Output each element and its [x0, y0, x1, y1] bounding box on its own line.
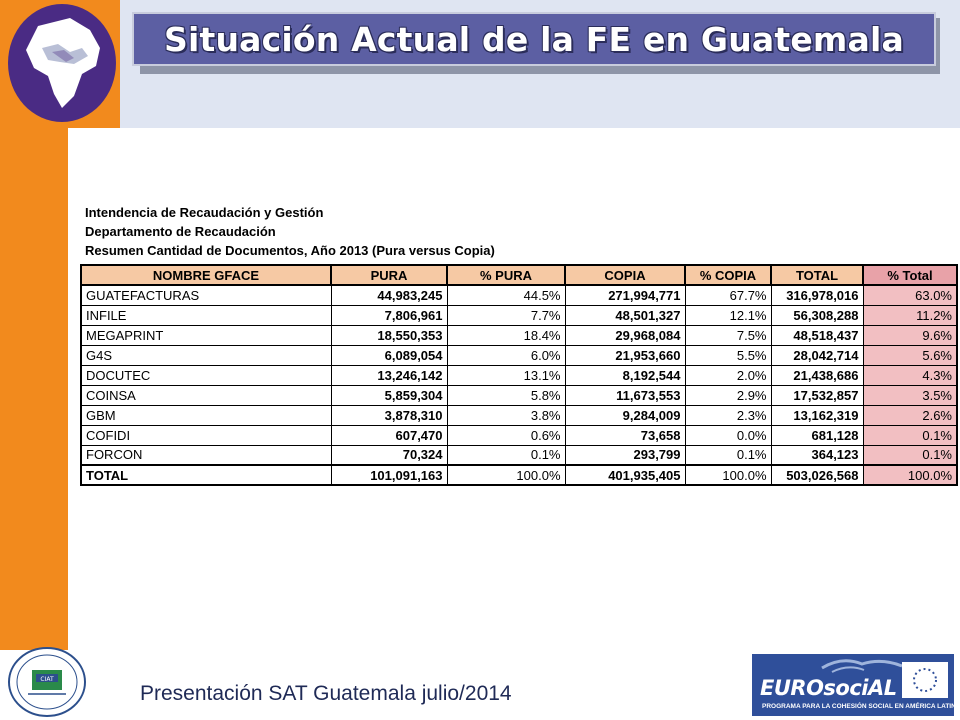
table-cell: 70,324: [331, 445, 447, 465]
table-cell: 6.0%: [447, 345, 565, 365]
table-cell: 293,799: [565, 445, 685, 465]
table-cell: 73,658: [565, 425, 685, 445]
table-cell: 21,438,686: [771, 365, 863, 385]
table-cell: 101,091,163: [331, 465, 447, 485]
column-header: % Total: [863, 265, 957, 285]
table-row: [81, 445, 957, 465]
table-cell: 5.6%: [863, 345, 957, 365]
table-cell: 3.8%: [447, 405, 565, 425]
table-cell: 0.1%: [685, 445, 771, 465]
table-cell: 18,550,353: [331, 325, 447, 345]
table-cell: 7.7%: [447, 305, 565, 325]
table-cell: 63.0%: [863, 285, 957, 305]
table-cell: 9.6%: [863, 325, 957, 345]
table-cell: 13.1%: [447, 365, 565, 385]
column-header: NOMBRE GFACE: [81, 265, 331, 285]
table-cell: 2.0%: [685, 365, 771, 385]
table-cell: COFIDI: [81, 425, 331, 445]
table-cell: 48,501,327: [565, 305, 685, 325]
table-cell: 364,123: [771, 445, 863, 465]
table-cell: 2.3%: [685, 405, 771, 425]
table-cell: 100.0%: [685, 465, 771, 485]
table-cell: G4S: [81, 345, 331, 365]
table-cell: 0.6%: [447, 425, 565, 445]
table-cell: 0.1%: [447, 445, 565, 465]
table-cell: 2.6%: [863, 405, 957, 425]
table-cell: 271,994,771: [565, 285, 685, 305]
table-cell: 12.1%: [685, 305, 771, 325]
page-title: Situación Actual de la FE en Guatemala: [164, 19, 904, 59]
table-cell: 7.5%: [685, 325, 771, 345]
table-total-row: [81, 465, 957, 485]
column-header: % PURA: [447, 265, 565, 285]
table-cell: 18.4%: [447, 325, 565, 345]
table-cell: 29,968,084: [565, 325, 685, 345]
table-cell: 5.5%: [685, 345, 771, 365]
table-cell: 401,935,405: [565, 465, 685, 485]
table-row: [81, 405, 957, 425]
column-header: COPIA: [565, 265, 685, 285]
table-cell: 100.0%: [863, 465, 957, 485]
documents-table: [80, 264, 958, 486]
table-cell: 316,978,016: [771, 285, 863, 305]
table-cell: 28,042,714: [771, 345, 863, 365]
report-heading-2: Departamento de Recaudación: [85, 224, 276, 239]
table-cell: 8,192,544: [565, 365, 685, 385]
handshake-map-icon: [8, 4, 116, 122]
table-cell: 7,806,961: [331, 305, 447, 325]
table-cell: 5,859,304: [331, 385, 447, 405]
report-heading-3: Resumen Cantidad de Documentos, Año 2013 (Pura versus Copia): [85, 243, 495, 258]
table-cell: 17,532,857: [771, 385, 863, 405]
table-cell: TOTAL: [81, 465, 331, 485]
ciat-label: CIAT: [40, 676, 54, 683]
table-row: [81, 365, 957, 385]
table-cell: 607,470: [331, 425, 447, 445]
table-row: [81, 305, 957, 325]
table-header-row: [81, 265, 957, 285]
table-cell: GBM: [81, 405, 331, 425]
table-cell: 0.0%: [685, 425, 771, 445]
table-cell: 13,246,142: [331, 365, 447, 385]
table-cell: GUATEFACTURAS: [81, 285, 331, 305]
table-cell: 503,026,568: [771, 465, 863, 485]
table-cell: DOCUTEC: [81, 365, 331, 385]
table-cell: 100.0%: [447, 465, 565, 485]
table-cell: INFILE: [81, 305, 331, 325]
table-row: [81, 425, 957, 445]
table-cell: 13,162,319: [771, 405, 863, 425]
table-cell: 3.5%: [863, 385, 957, 405]
table-cell: 0.1%: [863, 445, 957, 465]
table-cell: 6,089,054: [331, 345, 447, 365]
table-cell: 2.9%: [685, 385, 771, 405]
title-banner: [132, 12, 936, 66]
table-cell: 0.1%: [863, 425, 957, 445]
column-header: TOTAL: [771, 265, 863, 285]
table-cell: 67.7%: [685, 285, 771, 305]
table-cell: 48,518,437: [771, 325, 863, 345]
table-cell: 3,878,310: [331, 405, 447, 425]
table-cell: 9,284,009: [565, 405, 685, 425]
table-cell: 21,953,660: [565, 345, 685, 365]
table-cell: 11,673,553: [565, 385, 685, 405]
table-cell: MEGAPRINT: [81, 325, 331, 345]
table-row: [81, 385, 957, 405]
table-cell: 5.8%: [447, 385, 565, 405]
ciat-seal-logo: [6, 646, 88, 718]
table-row: [81, 285, 957, 305]
report-heading-1: Intendencia de Recaudación y Gestión: [85, 205, 324, 220]
column-header: PURA: [331, 265, 447, 285]
table-cell: 44,983,245: [331, 285, 447, 305]
table-cell: 11.2%: [863, 305, 957, 325]
table-cell: 44.5%: [447, 285, 565, 305]
eurosocial-wordmark: EUROsociAL: [760, 676, 897, 700]
table-cell: COINSA: [81, 385, 331, 405]
eurosocial-tagline: PROGRAMA PARA LA COHESIÓN SOCIAL EN AMÉRICA LATINA: [762, 703, 960, 710]
table-row: [81, 325, 957, 345]
table-cell: 4.3%: [863, 365, 957, 385]
table-cell: 56,308,288: [771, 305, 863, 325]
table-cell: FORCON: [81, 445, 331, 465]
column-header: % COPIA: [685, 265, 771, 285]
table-cell: 681,128: [771, 425, 863, 445]
table-row: [81, 345, 957, 365]
footer-text: Presentación SAT Guatemala julio/2014: [140, 682, 512, 705]
